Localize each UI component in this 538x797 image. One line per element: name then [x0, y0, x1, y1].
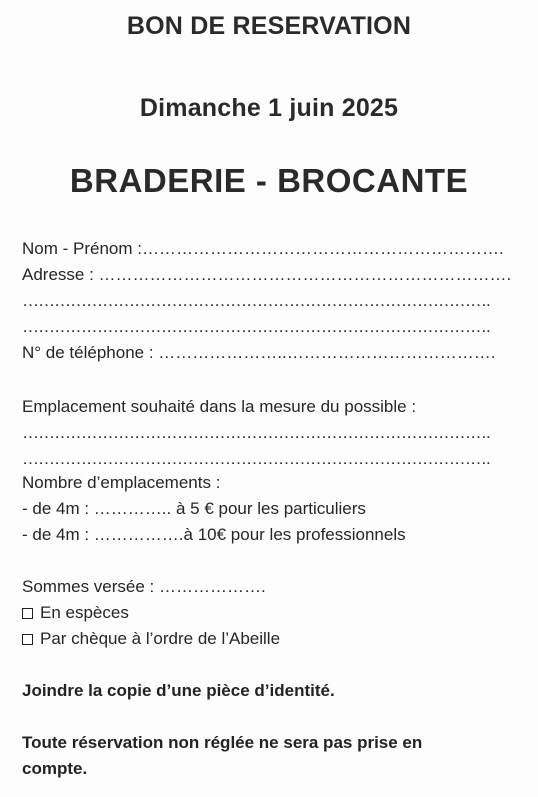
reservation-note-line-1: Toute réservation non réglée ne sera pas prise en — [22, 733, 423, 752]
telephone-field: N° de téléphone : …………………..………………………………. — [22, 343, 496, 362]
especes-label: En espèces — [40, 603, 129, 622]
adresse-line-2: ……………………………………………………………………………. — [22, 291, 490, 310]
particuliers-line: - de 4m : ………….. à 5 € pour les particuliers — [22, 499, 366, 518]
event-date: Dimanche 1 juin 2025 — [139, 94, 399, 122]
especes-checkbox-icon — [22, 608, 33, 619]
emplacement-label: Emplacement souhaité dans la mesure du possible : — [22, 397, 417, 416]
sommes-versee-field: Sommes versée : ………………. — [22, 577, 266, 596]
cheque-label: Par chèque à l’ordre de l’Abeille — [40, 629, 281, 648]
especes-option — [22, 602, 520, 624]
emplacement-line-1: ……………………………………………………………………………. — [22, 423, 490, 442]
form-title: BON DE RESERVATION — [126, 12, 412, 40]
adresse-field: Adresse : ………………………………………………………………. — [22, 265, 512, 284]
nom-prenom-field: Nom - Prénom :………………………………………………………. — [22, 239, 504, 258]
adresse-line-3: ……………………………………………………………………………. — [22, 317, 490, 336]
event-name: BRADERIE - BROCANTE — [69, 162, 469, 199]
emplacement-line-2: ……………………………………………………………………………. — [22, 449, 490, 468]
reservation-note-line-2: compte. — [22, 759, 88, 778]
cheque-option — [22, 628, 520, 650]
professionnels-line: - de 4m : …………….à 10€ pour les professionnels — [22, 525, 406, 544]
piece-identite-note: Joindre la copie d’une pièce d’identité. — [22, 681, 335, 700]
cheque-checkbox-icon — [22, 634, 33, 645]
nombre-emplacements-label: Nombre d’emplacements : — [22, 473, 221, 492]
